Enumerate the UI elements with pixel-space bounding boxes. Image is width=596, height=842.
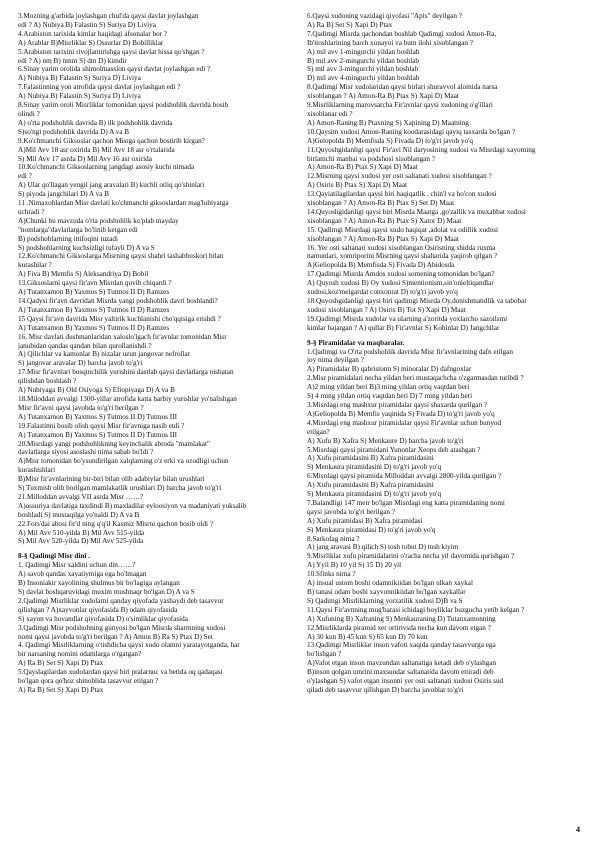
text-line: 7.Falastinning yon atrofida qaysi davlat joylashgan edi ? [18, 83, 181, 92]
text-line: qilishdan boshlash ? [18, 377, 77, 386]
text-line: 19.Falastinni bosib olish qaysi Misr fir'avniga nasib etdi ? [18, 421, 185, 430]
text-line: A) Mil Avv 510-yilda B) Mil Avv 515-yilda [18, 528, 145, 537]
text-line: A) Qilichlar va kamonlar B) nizalar uzun jangovar nefrollar [18, 350, 191, 359]
text-line: namunlari, xomriporini Misrning qaysi shaharida yaqirob qilgan ? [307, 252, 498, 261]
text-line: 1. Qadimgi Misr xaldini uchun din……? [18, 561, 136, 570]
text-line: 20.Misrdagi yangi podshohlikning keyinchalik abroda "mamlakat" [18, 439, 210, 448]
text-line: 3.Mozning g'arbida joylashgan chul'da qaysi davlat joylashgan [18, 12, 199, 20]
text-line: 18.Miloddan avvalgi 1300-yillar atrofida katta harbiy yurishlar yo'nalishgan [18, 394, 237, 403]
text-line: S) Menkaura piramidasini D) to'g'ri javob yo'q [307, 490, 442, 499]
text-line: 3.Misrdagi eng mashxur piramidalar qaysi shaxarda qurilgan ? [307, 400, 488, 409]
text-line: joy nima deyilgan ? [307, 356, 364, 365]
text-line: S) 4 ming yildan ortiq vaqtdan beri D) 7 ming yildan beri [307, 392, 473, 401]
text-line: D) mil avv 4-mingurchi yildan boshlab [307, 74, 420, 83]
text-line: 10.Ko'chmanchi Giksoslarning jangdagi asosiy kuchi nimada [18, 163, 195, 172]
text-line: B) podshohlarning ittifoqini tuzadi [18, 234, 119, 243]
text-line: 17.Misr fir'avnlari bosqinchilik yurishini dastlab qaysi davlatlarga nisbatan [18, 368, 234, 377]
section-heading: 8-§ Qadimgi Misr dini . [18, 552, 90, 561]
text-line: S) podshohlarning kuchsizligi tufayli D) A va S [18, 243, 155, 252]
text-line: A) Nubiya B) Falastin S) Suriya D) Liviya [18, 92, 141, 101]
page-number: 4 [576, 825, 580, 834]
text-line: qilishgan ? A)xayvonlar qiyofasida B) odam qiyofasida [18, 605, 178, 614]
text-line: 15 Qaysi fir'avn davrida Misr yaltirik kuchlanishi cho'qqisiga erishdi ? [18, 314, 221, 323]
text-line: A) Fiva B) Memfis S) Aleksandriya D) Bobil [18, 270, 149, 279]
text-line: 10.Sfinks nima ? [307, 570, 356, 579]
text-line: S) Menkaura piramidasi D) to'g'ri javob yo'q [307, 525, 436, 534]
text-line: xisoblangan ? A) Amon-Ra B) Ptax S) Xapi D) Maat [307, 234, 459, 243]
section-heading: 9-§ Piramidalar va maqbaralar. [307, 338, 405, 347]
text-line: 16. Misr davlati dushmanlaridan xaloslo'lgach fir'avnlar tomonidan Misr [18, 332, 227, 341]
text-line: S)so'ngi podshohlik davrida D) A va B [18, 127, 130, 136]
text-line: A) Nubiya B) Falastin S) Suriya D) Liviya [18, 74, 141, 83]
text-line: B) tanasi odam boshi xayvonnikiidan bo'lgan xaykallar [307, 588, 466, 596]
text-line: S) Mil Avv 520-yilda D) Mil Avv 525-yilda [18, 537, 144, 546]
text-line: B) Insoniakir xayolining shulmus bir bo'lagiga aylangan [18, 579, 180, 588]
text-line: 1.Qadimgi va O'rta podshohlik davrida Misr fir'avnlarining dafn etilgan [307, 347, 513, 356]
text-line: 13.Giksoslarni qaysi fir'avn Misrdan quvib chiqardi ? [18, 279, 172, 288]
text-line: 17.Qadimgi Misrda Amdos xudosi somening tomonidan bo'lgan? [307, 270, 495, 279]
text-line: A) Tutanxamon B) Yaxmos S) Tutmos II D) Tutmos III [18, 430, 177, 439]
right-column [307, 12, 582, 834]
text-line: xisoblangan ? A) Amon-Ra B) Ptax S) Set D) Maat [307, 199, 455, 208]
text-line: A)ossuriya davlatiga taxdindi B) maxladilar eyloosiyon va madaniyati yuksalib [18, 501, 247, 510]
text-line: A)Chunki bu mavzuda o'rta podshohlik ko'plab mayday [18, 216, 179, 225]
text-line: A) o'rta podshohlik davrida B) ilk podshohlik davrida [18, 118, 173, 127]
text-line: A) Nubiyaga B) Old Osiyoga S) Efiopiyaga D) A va B [18, 386, 175, 395]
text-line: xudosi,koz'melgardat conxonrat D) to'g'ri javob yo'q [307, 288, 458, 297]
text-line: edi ? A) Nubiya B) Falastin S) Suriya D) Liviya [18, 20, 156, 29]
text-line: 19.Qadimgi Misrda xudolar va ularning a'zoritda yoxlarcho sazoilsmi [307, 314, 508, 323]
text-line: A)Misr tomonidan bo'ysundirilgan xalqlarning o'z erki va ozodligi uchun [18, 457, 229, 466]
text-line: "nomlarga"davlatlarga bo'linib ketgan edi [18, 225, 138, 234]
text-line: A) Yyil B) 10 yil S) 15 D) 20 yil [307, 561, 402, 570]
text-line: boshladi S) mustaqilga yo'naldi D) A va B [18, 510, 140, 519]
text-line: A) Amon-Raning B) Ptaxning S) Xapining D) Maatning [307, 118, 469, 127]
text-line: xisoblangan ? A) Amon-Ra B) Ptax S) Xator D) Maat [307, 216, 462, 225]
text-line: A)Gelopolda B) Memfisda S) Fivada D) to'g'ri javob yo'q [307, 136, 473, 145]
text-line: xisoblanar edi ? [307, 109, 353, 118]
text-line: A)2 ming yildan beri B)3 ming yildan ortiq vaqtdan beri [307, 383, 470, 392]
text-line: S) piyoda jangchilari D) A va B [18, 190, 110, 199]
text-line: birlamchi manbai va podshosi xisoblangan ? [307, 154, 435, 163]
text-line: 21.Milloddan avvalgi VII asrda Misr ……? [18, 492, 144, 501]
text-line: 11.Qaysi Fir'avnning mug'barasi ichidagi boyliklar buzgucha yetib kelgan ? [307, 605, 525, 614]
text-line: o'ylashgan S) vafot etgan insonni yer osti saltanati xudosi Osiris sud [307, 677, 504, 686]
text-line: S) Qadimgi Misrliklarning yorzatilik xudosi D)B va S [307, 596, 463, 605]
text-line: A) Tutanxamon B) Yaxmos S) Tutmos II D) Ramzes [18, 305, 170, 314]
text-line: 2.Qadimgi Misrliklar xudolarni qanday qiyofada yashaydi deb tasavvur [18, 596, 224, 605]
text-line: 18.Quyoshgidanligi qaysi biri qadimgi Misrda Oy,donishmandlik va tabobat [307, 297, 527, 305]
text-line: qaysi javobda to'g'ri berilgan ? [307, 507, 396, 516]
text-line: 14.Qadysi fir'avn davridan Misrda yangi podshohlik davri boshlandi? [18, 297, 218, 305]
text-line: A) mil avv 1-mingurchi yildan boshlab [307, 47, 420, 56]
text-line: bir narsaning nomini odamlarga o'rgatgan? [18, 650, 142, 659]
text-line: 5.Qayslagilardan xudolardan qaysi biri pralarnuc va betida oq qadaqasi [18, 668, 223, 677]
text-line: 12.Misrning qaysi xudosi yer osti saltanati xudosi xisoblangan ? [307, 172, 492, 181]
text-line: A) Ra B) Set S) Xapi D) Ptax [18, 685, 104, 694]
text-line: A) Arablar B)Misrliklar S) Ossurlar D) Bobilliklar [18, 38, 164, 47]
text-line: A) Osiris B) Ptax S) Xapi D) Maat [307, 181, 408, 190]
text-line: 14.Quyoshgidanligi qaysi biri Misrda Maatga ,go'zallik va muxabbat xudosi [307, 207, 526, 216]
text-line: A) Amon-Ra B) Ptax S) Xapi D) Maat [307, 163, 418, 172]
text-line: S) Tuxmish olib borilgan mamlakatlik urushlari D) barcha javob to'g'ri [18, 484, 222, 493]
text-line: kurashishlari [18, 466, 56, 475]
text-line: 12.Ko'chmanchi Giksoslarga Misrning qaysi shahri tashabbuskori bilan [18, 252, 224, 261]
text-line: xudosi xisoblangan ? A) Osiris B) Tot S) Xapi D) Maat [307, 305, 466, 314]
left-column [18, 12, 293, 834]
text-line: 7.Balandligi 147 metr bo'lgan Misrdagi eng katta piramidaning nomi [307, 498, 505, 507]
text-line: A) Xufu B) Xafra S) Menkaure D) barcha javob to'g'ri [307, 436, 464, 445]
text-line: A) Xufu piramidasini B) Xafra piramidasini [307, 454, 434, 463]
text-line: 10.Qaysim xudosi Amon-Raning koodarasidagi qayiq tasxarda bo'lgan ? [307, 127, 516, 136]
text-line: 11.Quyoshgidanligi qaysi Fir'avi Nil daryosining xudosi va Misrdagi xayotning [307, 145, 536, 154]
text-line: 13.Qayiatilagilardan qaysi biri haqiqatlik , chin'l va ho'con xudosi [307, 190, 497, 199]
text-line: Misr fir'avni qaysi javobda to'g'ri berilgan ? [18, 403, 144, 412]
text-line: 12.Misrliklarda piramid xer ortirivsda necha kun davom etgan ? [307, 623, 491, 632]
text-line: 6.Misrdagi qaysi piramida Milloddan avvalgi 2800-yilda qurilgan ? [307, 472, 502, 481]
text-line: S) xayon va hovandlar qiyofasida D) o'simliklar qiyofasida [18, 614, 188, 623]
text-line: qiladi deb tasavvur qilishgan D) barcha javoblar to'g'ri [307, 685, 464, 694]
text-line: Ib'itoshlarining barch xonayoi va butn ilohi xisoblangan ? [307, 38, 473, 47]
text-line: 4.Misrdagi eng mashxur piramidalar qaysi Fir'avnlar uchun bunyod [307, 418, 502, 427]
text-line: bo'lishgan ? [307, 650, 342, 659]
text-line: 7.Qadimgi Misrda qachondan boshlab Qadimgi xudosi Amon-Ra, [307, 29, 497, 38]
text-line: A)Vafot etgan inson mavzundan saltanatiga ketadi deb o'ylashgan [307, 659, 497, 668]
text-line: S) davlat boshqaruvidagi muxim mushnaqr bo'lgan D) A va S [18, 588, 195, 596]
text-line: 8.Sinay yarim oroli Misrliklar tomonidan qaysi podshohlik davrida bosib [18, 101, 229, 110]
text-line: A) Xufu piramidasini B) Xafra piramidasini [307, 481, 434, 490]
text-line: 11 .Nimaxohlardan Misr davlati ko'chmanchi giksoslardan mag'lubiyatga [18, 199, 229, 208]
text-line: A) Tutanxamon B) Yaxmos S) Tutmos II D) Ramzes [18, 323, 170, 332]
text-line: A) Ular qo'llagan yengil jang aravalari B) kuchli otliq qo'shinlari [18, 181, 205, 190]
text-line: 8.Qadimgi Misr xudolaridan qaysi birlari shuravvol alomida narsa [307, 83, 498, 92]
text-line: kimlar bajargan ? A) qullar B) Fir'avnlar S) Kohinlar D) Jangchilar [307, 323, 500, 332]
text-line: nomi qaysi javobda to'g'ri berilgan ? A) Amun B) Ra S) Ptax D) Set [18, 632, 213, 641]
text-line: kurashilar ? [18, 261, 52, 270]
text-line: edi ? [18, 172, 32, 181]
text-line: 22.Fors'dai abosi fir'd ning q'q'il Kasmiz Misrni qachon bosib oldi ? [18, 519, 214, 528]
text-line: S) mil avv 3-mingurchi yildan boshlab [307, 65, 419, 74]
text-line: 9.Misrliklar xufu piramidalarini o'racha necha yil davomida qurishgan ? [307, 552, 515, 561]
text-line: olindi ? [18, 109, 40, 118]
text-line: S) Mil Avv 17 asrda D) Mil Avv 16 asr oxirida [18, 154, 152, 163]
text-line: davlatlarga siyosi asoslashi nima sabab bo'ldi ? [18, 448, 154, 457]
text-line: A) Ra B) Set S) Xapi D) Ptax [307, 20, 393, 29]
text-line: S) jangovar aravalar D) barcha javob to'g'ri [18, 359, 143, 368]
text-line: A)Mil Avv 18 asr oxirida B) Mil Avv 18 asr o'rtalarida [18, 145, 175, 154]
text-line: A) jang aravasi B) qilich S) tosh tobut D) tosh kiyim [307, 543, 459, 552]
text-line: B) mil avv 2-mingurchi yildan boshlab [307, 56, 419, 65]
text-line: 2.Misr piramidalari necha yildan beri mustaqachcha o'zgarmasdan turibdi ? [307, 374, 524, 383]
text-line: 9.Misrliklarning marovsarcha Fir'avnlar qaysi xudoning o'g'illari [307, 101, 493, 110]
text-line: 3.Qadimgi Misr podshohning gunyosi bo'lgan Misrda sharmning xudosi [18, 623, 226, 632]
text-line: 13.Qadimgi Misrliklar inson vafoti xaqida qanday tasavvurga ega [307, 641, 496, 650]
text-line: A) insual ustom boshi odamnikiidan bo'lgan ulkan xaykal [307, 579, 473, 588]
text-line: A) Tutanxamon B) Yaxmos S) Tutmos II D) Tutmos III [18, 412, 177, 421]
text-line: S) Menkaura piramidasini D) to'g'ri javob yo'q [307, 463, 442, 472]
text-line: edi ? A) nm B) nmm S) dm D) kimdir [18, 56, 127, 65]
text-line: B)Misr fir'avnlarining bir-biri bilan olib adabiylar bilan urushlari [18, 475, 205, 484]
text-line: A) Tutanxamon B) Yaxmos S) Tutmos II D) Ramzes [18, 288, 170, 297]
text-line: A) 30 kun B) 45 kun S) 65 kun D) 70 kun [307, 632, 428, 641]
text-line: 4. Qadimgi Misrliklarning o'tishdicha qaysi xudo olamni yaratayotganda, har [18, 641, 240, 650]
text-line: 6.Qaysi xudoning vazidagi qiyofasi "Apis" deyilgan ? [307, 12, 462, 20]
text-line: A) savob qandas xayatiymiga ega bo'lmagan [18, 570, 147, 579]
text-line: A) Xufuning B) Xafraning S) Menkauraning D) Tutanxamonning [307, 614, 496, 623]
text-line: janubidan qandas qandan bilan qurollanishdi ? [18, 341, 152, 350]
text-line: xisoblangan ? A) Amon-Ra B) Ptax S) Xapi D) Maat [307, 92, 459, 101]
text-line: 4.Arabiston tarixida kimlar haqidagi afsonalar bor ? [18, 29, 168, 38]
text-line: A) Ra B) Set S) Xapi D) Ptax [18, 659, 104, 668]
text-line: 16. Yer osti saltanati xudosi xisoblangan Osirisning shidda ruxma [307, 243, 496, 252]
text-line: A)Geliopolda B) Memfisda S) Fivada D) Abidosda [307, 261, 455, 270]
text-line: etilgan? [307, 427, 330, 436]
text-line: 9.Ko'chmanchi Giksoslar qachon Misrga qachon bostirib kirgan? [18, 136, 205, 145]
text-line: A) Xufu piramidasi B) Xafra piramidasi [307, 516, 423, 525]
text-line: 15. Qadimgi Misrdagi qaysi xudo haqiqat ,adolat va odillik xudosi [307, 225, 499, 234]
text-line: A) Quyosh xudosi B) Oy xudosi S)mentionism,sin'onieltiqandlar [307, 279, 494, 288]
text-line: 6.Sinay yarim orolida shimolmassion qaysi davlat joylashgan edi ? [18, 65, 211, 74]
text-line: B)inson qolgan umrini maxsundar saltanatida davom ettiradi deb [307, 668, 494, 677]
text-line: 8.Sarkofag nima ? [307, 534, 360, 543]
text-line: 5.Arabiston tarixini rivojlantirishga qaysi davlat hissa qo'shgan ? [18, 47, 205, 56]
text-line: uchradi ? [18, 207, 45, 216]
text-line: A)Geliopolda B) Memfis yaqinida S) Fivada D) to'g'ri javob yo'q [307, 409, 495, 418]
text-line: bo'lgan qora qo'hoz shinoblida tasavvur etilgan ? [18, 677, 159, 686]
text-line: 5.Misrdagi qaysi piramidani Yunonlar Xeops deb atashgan ? [307, 445, 481, 454]
text-line: A) Piramidalar B) qabristonn S) minoralar D) dafngoxlar [307, 365, 472, 374]
